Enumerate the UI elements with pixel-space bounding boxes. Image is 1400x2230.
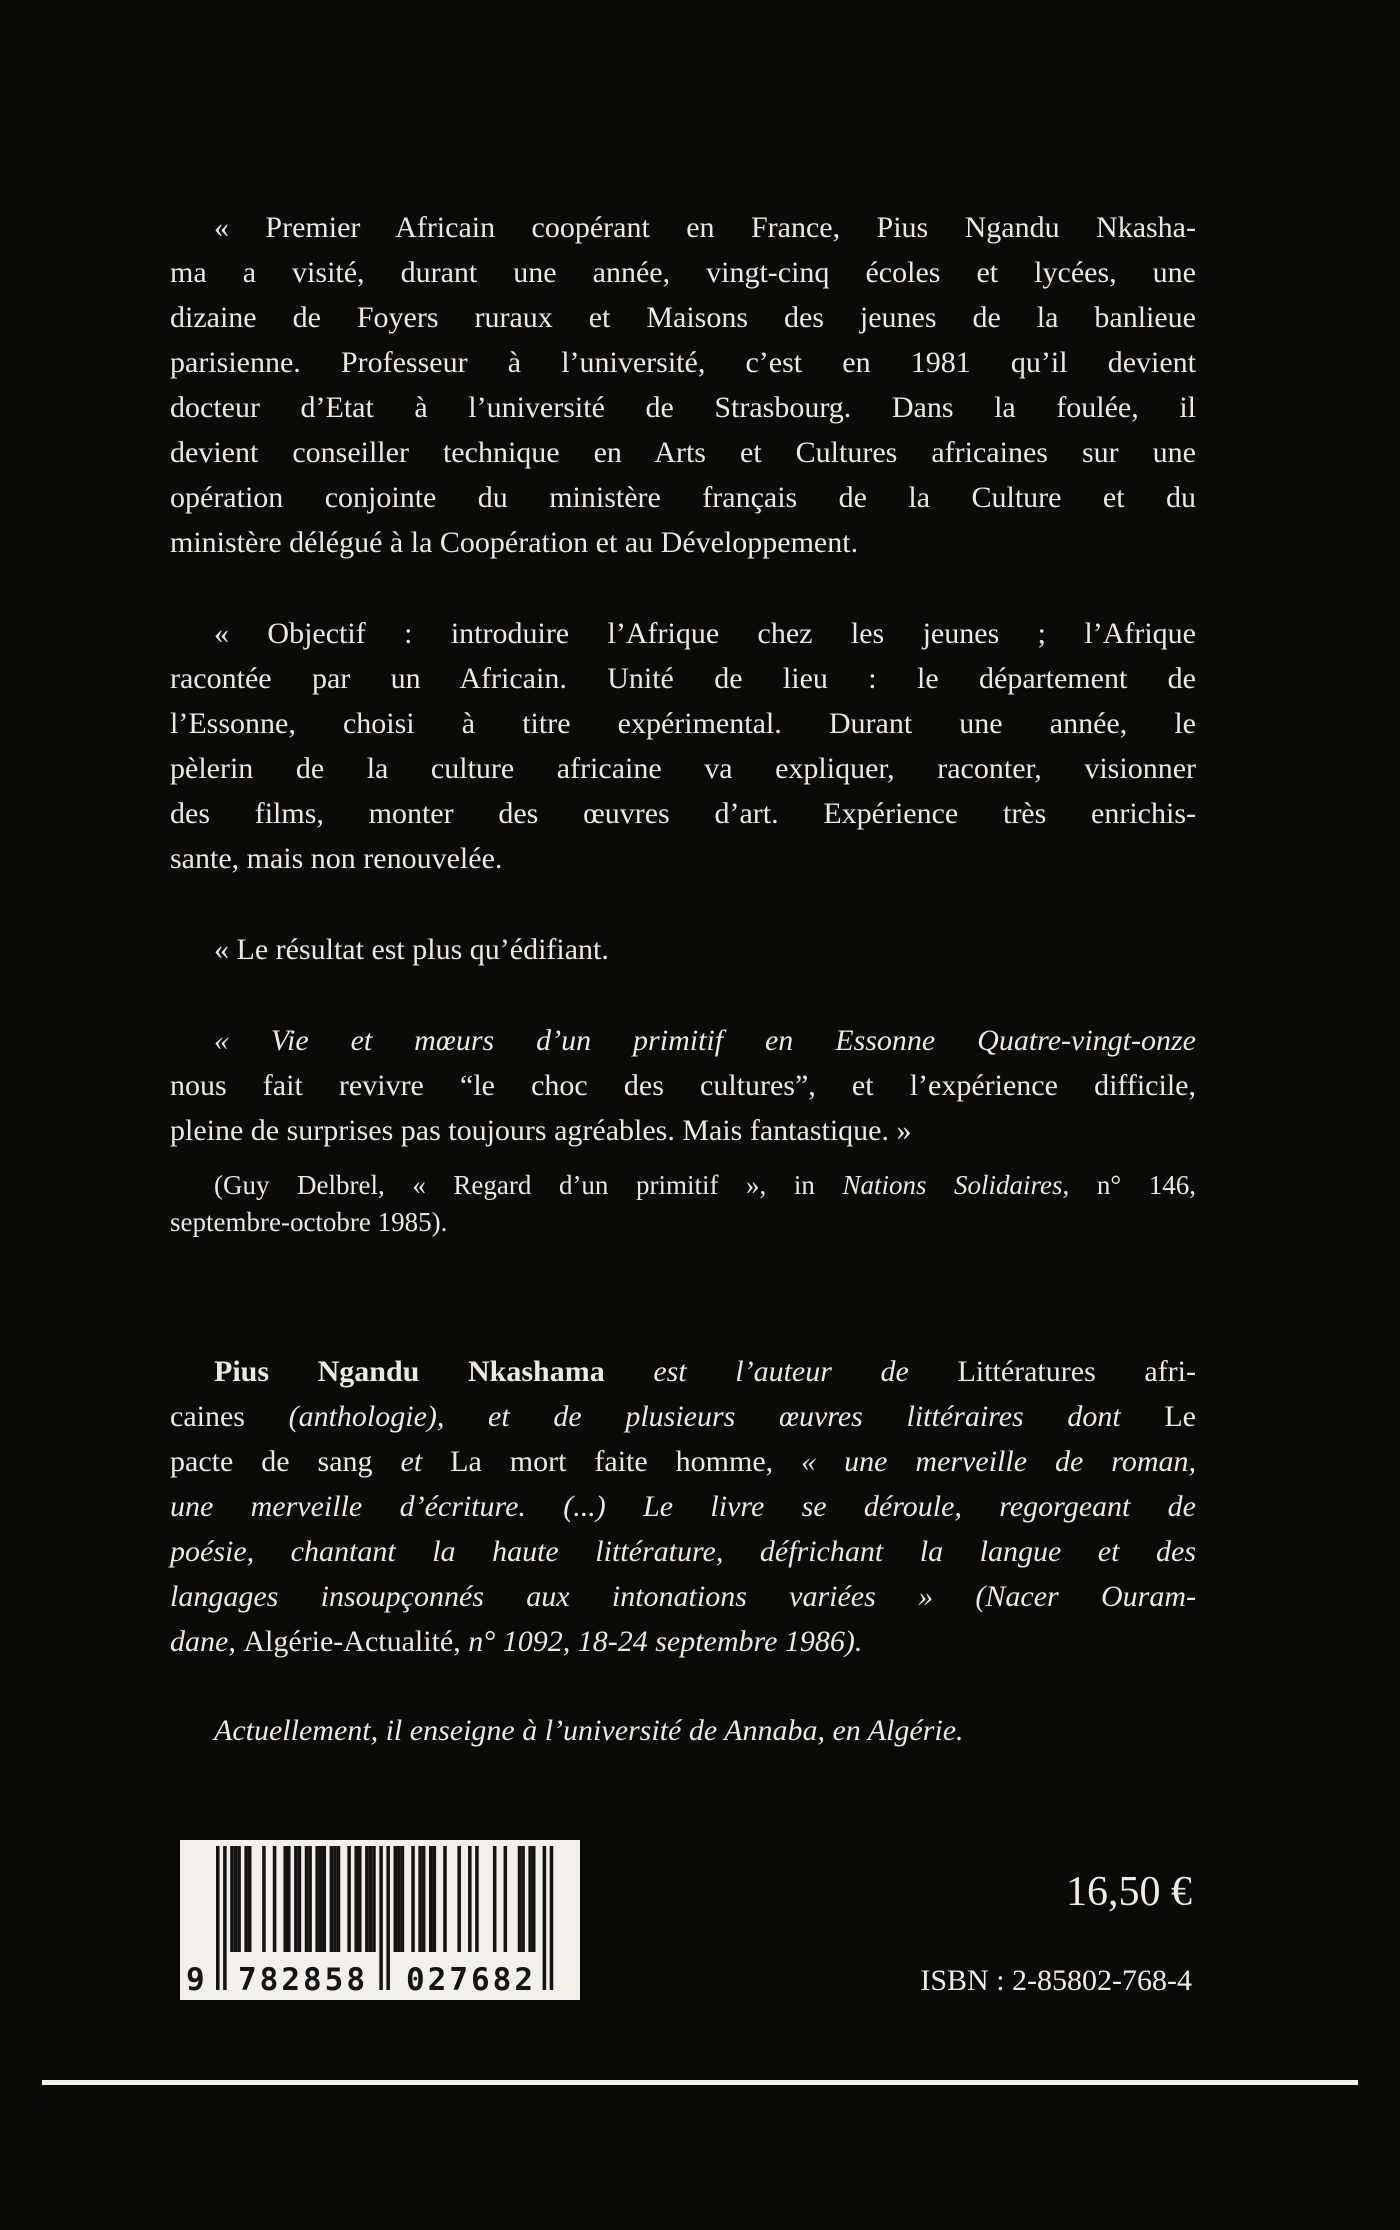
quote-para-2: [170, 611, 1196, 881]
text-run: langages insoupçonnés aux intonations variées » (Nacer Ouram-: [170, 1580, 1196, 1613]
closing: [170, 1708, 1196, 1753]
text-line: [170, 475, 1196, 520]
text-line: [170, 1204, 1196, 1241]
text-run: « Objectif : introduire l’Afrique chez les jeunes ; l’Afrique: [214, 617, 1196, 650]
text-line: [170, 205, 1196, 250]
text-run: Pius Ngandu Nkashama: [214, 1355, 605, 1388]
text-line: [170, 1394, 1196, 1439]
text-line: [170, 746, 1196, 791]
text-run: docteur d’Etat à l’université de Strasbourg. Dans la foulée, il: [170, 391, 1196, 424]
isbn-line: ISBN : 2-85802-768-4: [920, 1964, 1192, 1997]
text-run: « une merveille de roman,: [801, 1445, 1197, 1478]
text-run: (anthologie), et de plusieurs œuvres littéraires dont: [288, 1400, 1165, 1433]
text-run: poésie, chantant la haute littérature, défrichant la langue et des: [170, 1535, 1196, 1568]
text-column: [170, 205, 1196, 1753]
text-run: Le: [1164, 1400, 1196, 1433]
quote-para-3: [170, 927, 1196, 972]
barcode: [180, 1840, 580, 2000]
text-run: une merveille d’écriture. (...) Le livre se déroule, regorgeant de: [170, 1490, 1196, 1523]
bio: [170, 1349, 1196, 1664]
text-run: Nations Solidaires: [842, 1170, 1063, 1200]
text-line: [170, 611, 1196, 656]
text-run: opération conjointe du ministère français de la Culture et du: [170, 481, 1196, 514]
text-line: [170, 295, 1196, 340]
barcode-digit-first: 9: [186, 1962, 208, 1998]
text-run: septembre-octobre 1985).: [170, 1207, 448, 1237]
text-line: [170, 927, 1196, 972]
text-line: [170, 1349, 1196, 1394]
text-line: [170, 1439, 1196, 1484]
barcode-digits-right: 027682: [406, 1962, 536, 1998]
barcode-digits-left: 782858: [238, 1962, 368, 1998]
text-run: « Le résultat est plus qu’édifiant.: [214, 933, 609, 966]
text-line: [170, 656, 1196, 701]
text-run: est l’auteur de: [604, 1355, 958, 1388]
text-run: racontée par un Africain. Unité de lieu : le département de: [170, 662, 1196, 695]
text-run: pèlerin de la culture africaine va expliquer, raconter, visionner: [170, 752, 1196, 785]
text-line: [170, 340, 1196, 385]
text-line: [170, 1484, 1196, 1529]
text-run: pacte de sang: [170, 1445, 401, 1478]
text-run: et: [400, 1445, 451, 1478]
text-run: « Premier Africain coopérant en France, Pius Ngandu Nkasha-: [214, 211, 1196, 244]
text-run: ministère délégué à la Coopération et au Développement.: [170, 526, 859, 559]
text-line: [170, 791, 1196, 836]
text-line: [170, 430, 1196, 475]
text-line: [170, 250, 1196, 295]
text-run: dizaine de Foyers ruraux et Maisons des jeunes de la banlieue: [170, 301, 1196, 334]
text-line: [170, 1529, 1196, 1574]
text-run: nous fait revivre “le choc des cultures”, et l’expérience difficile,: [170, 1069, 1196, 1102]
quote-para-1: [170, 205, 1196, 565]
text-run: devient conseiller technique en Arts et Cultures africaines sur une: [170, 436, 1196, 469]
text-run: ma a visité, durant une année, vingt-cinq écoles et lycées, une: [170, 256, 1196, 289]
quote-para-4: [170, 1018, 1196, 1153]
text-run: n° 1092, 18-24 septembre 1986).: [468, 1625, 863, 1658]
text-line: [170, 836, 1196, 881]
text-line: [170, 1167, 1196, 1204]
text-run: des films, monter des œuvres d’art. Expérience très enrichis-: [170, 797, 1196, 830]
text-run: Algérie-Actualité,: [243, 1625, 469, 1658]
text-line: [170, 1708, 1196, 1753]
text-run: Littératures afri-: [957, 1355, 1196, 1388]
text-run: La mort faite homme,: [450, 1445, 802, 1478]
price: 16,50 €: [1066, 1869, 1192, 1915]
text-run: (Guy Delbrel, « Regard d’un primitif », in: [214, 1170, 843, 1200]
text-line: [170, 701, 1196, 746]
bottom-rule: [42, 2080, 1358, 2085]
text-line: [170, 1619, 1196, 1664]
attribution: [170, 1167, 1196, 1241]
text-run: caines: [170, 1400, 289, 1433]
text-run: pleine de surprises pas toujours agréables. Mais fantastique. »: [170, 1114, 912, 1147]
text-run: , n° 146,: [1062, 1170, 1196, 1200]
text-line: [170, 1108, 1196, 1153]
text-line: [170, 1018, 1196, 1063]
text-line: [170, 1574, 1196, 1619]
text-run: l’Essonne, choisi à titre expérimental. Durant une année, le: [170, 707, 1196, 740]
text-line: [170, 1063, 1196, 1108]
text-line: [170, 520, 1196, 565]
text-run: parisienne. Professeur à l’université, c’est en 1981 qu’il devient: [170, 346, 1196, 379]
text-line: [170, 385, 1196, 430]
text-run: dane,: [170, 1625, 244, 1658]
text-run: « Vie et mœurs d’un primitif en Essonne Quatre-vingt-onze: [214, 1024, 1196, 1057]
text-run: sante, mais non renouvelée.: [170, 842, 503, 875]
text-run: Actuellement, il enseigne à l’université de Annaba, en Algérie.: [214, 1714, 964, 1747]
